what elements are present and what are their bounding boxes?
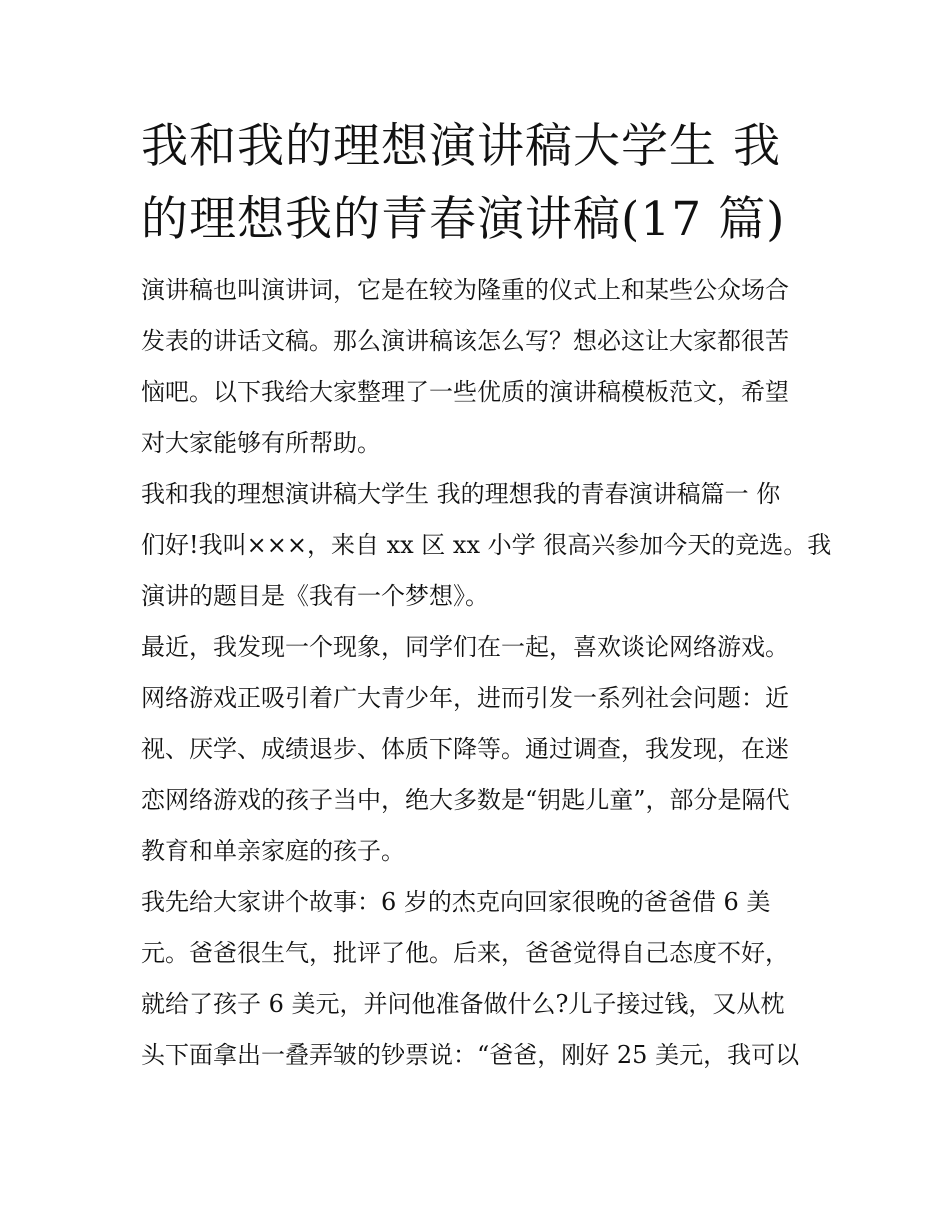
paragraph-observation bbox=[141, 622, 813, 877]
paragraph-line: 发表的讲话文稿。那么演讲稿该怎么写？想必这让大家都很苦 bbox=[141, 327, 789, 355]
paragraph-speech-opening bbox=[141, 469, 832, 622]
paragraph-line: 就给了孩子 6 美元，并问他准备做什么?儿子接过钱，又从枕 bbox=[141, 990, 785, 1018]
paragraph-story bbox=[141, 877, 813, 1081]
paragraph-line: 我和我的理想演讲稿大学生 我的理想我的青春演讲稿篇一 你 bbox=[141, 480, 781, 508]
paragraph-line: 对大家能够有所帮助。 bbox=[141, 429, 381, 457]
paragraph-line: 恋网络游戏的孩子当中，绝大多数是“钥匙儿童”，部分是隔代 bbox=[141, 786, 790, 814]
paragraph-line: 演讲稿也叫演讲词，它是在较为隆重的仪式上和某些公众场合 bbox=[141, 276, 789, 304]
title-line: 我和我的理想演讲稿大学生 我 bbox=[141, 119, 781, 174]
paragraph-line: 我先给大家讲个故事：6 岁的杰克向回家很晚的爸爸借 6 美 bbox=[141, 888, 771, 916]
paragraph-line: 们好!我叫×××，来自 xx 区 xx 小学 很高兴参加今天的竞选。我 bbox=[141, 531, 832, 559]
paragraph-line: 头下面拿出一叠弄皱的钞票说：“爸爸，刚好 25 美元，我可以 bbox=[141, 1041, 800, 1069]
document-title bbox=[141, 110, 813, 256]
paragraph-line: 恼吧。以下我给大家整理了一些优质的演讲稿模板范文，希望 bbox=[141, 378, 789, 406]
paragraph-intro bbox=[141, 265, 813, 469]
title-line: 的理想我的青春演讲稿(17 篇) bbox=[141, 192, 786, 247]
document-content bbox=[141, 110, 832, 1081]
paragraph-line: 教育和单亲家庭的孩子。 bbox=[141, 837, 405, 865]
paragraph-line: 视、厌学、成绩退步、体质下降等。通过调查，我发现，在迷 bbox=[141, 735, 789, 763]
paragraph-line: 演讲的题目是《我有一个梦想》。 bbox=[141, 582, 489, 610]
paragraph-line: 网络游戏正吸引着广大青少年，进而引发一系列社会问题：近 bbox=[141, 684, 789, 712]
paragraph-line: 元。爸爸很生气，批评了他。后来，爸爸觉得自己态度不好， bbox=[141, 939, 789, 967]
paragraph-line: 最近，我发现一个现象，同学们在一起，喜欢谈论网络游戏。 bbox=[141, 633, 789, 661]
